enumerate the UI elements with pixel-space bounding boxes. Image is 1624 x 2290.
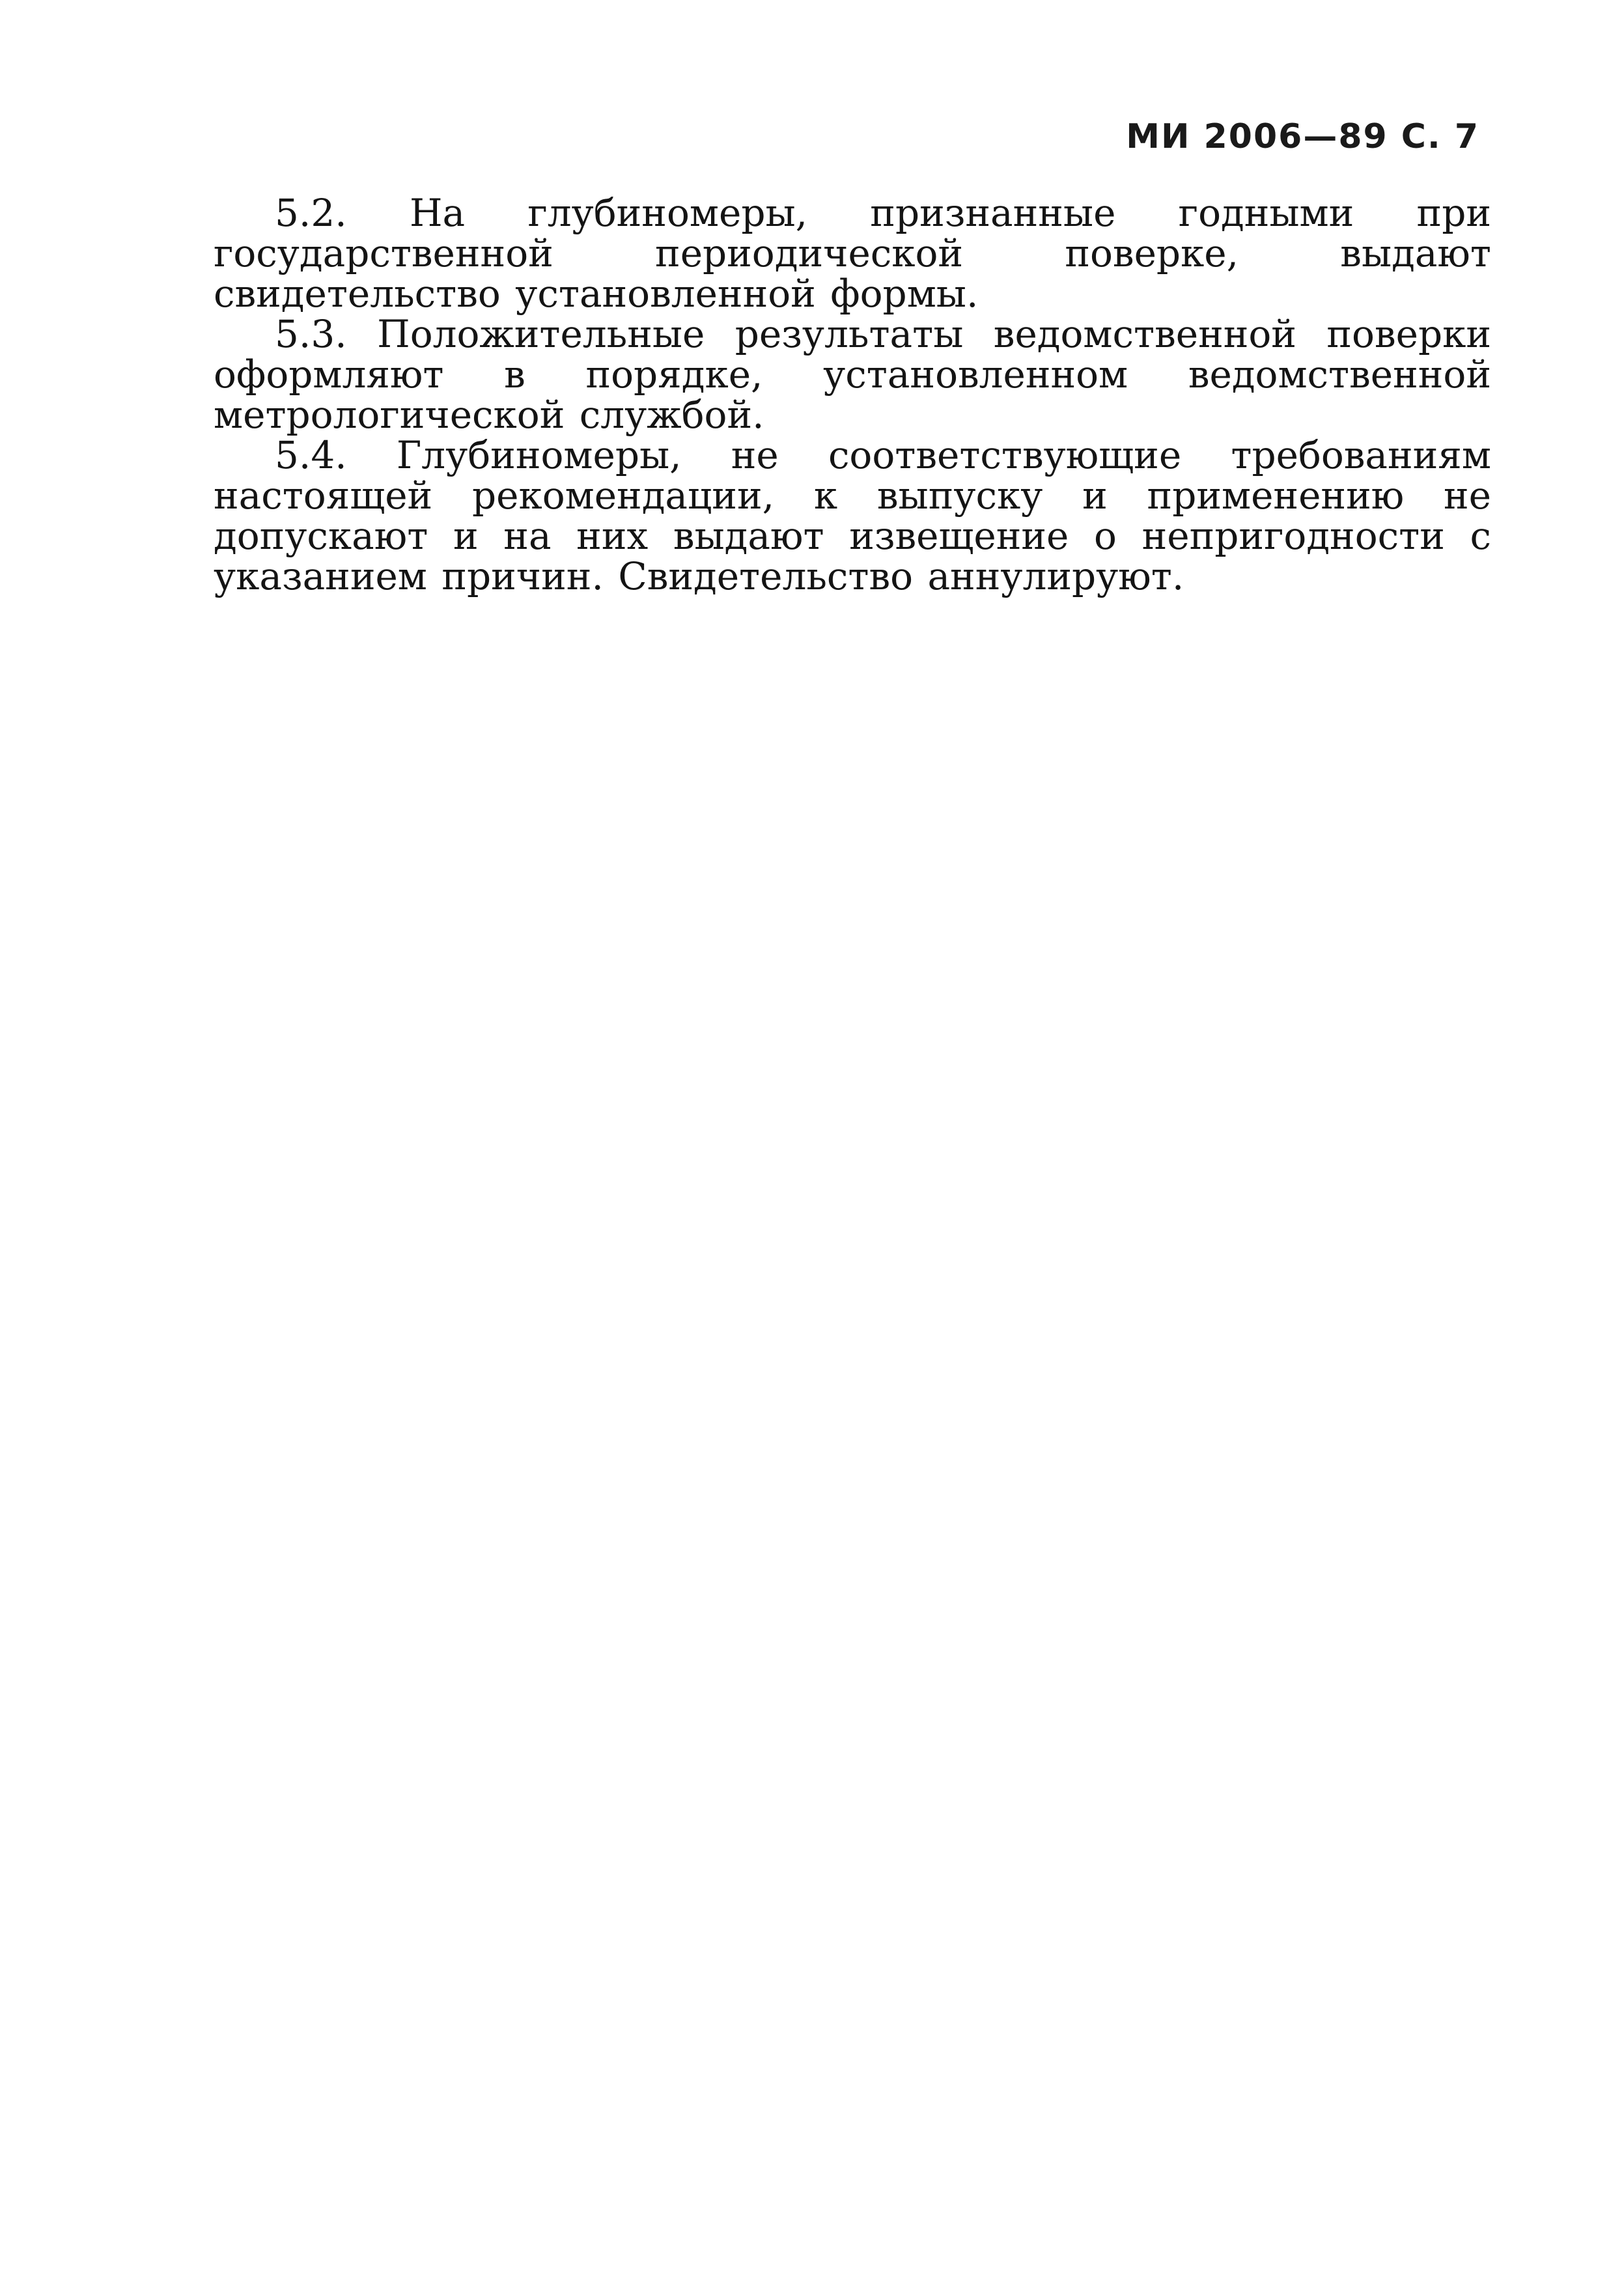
body-text: [214, 193, 1491, 596]
paragraph-5-3: 5.3. Положительные результаты ведомственной поверки оформляют в порядке, установленном ведомственной метрологической службой.: [214, 312, 1491, 437]
paragraph-5-4: 5.4. Глубиномеры, не соответствующие требованиям настоящей рекомендации, к выпуску и применению не допускают и на них выдают извещение о непригодности с указанием причин. Свидетельство аннулируют.: [214, 433, 1491, 598]
running-head: МИ 2006—89 С. 7: [1126, 117, 1479, 156]
paragraph-5-2: 5.2. На глубиномеры, признанные годными при государственной периодической поверке, выдают свидетельство установленной формы.: [214, 191, 1491, 316]
